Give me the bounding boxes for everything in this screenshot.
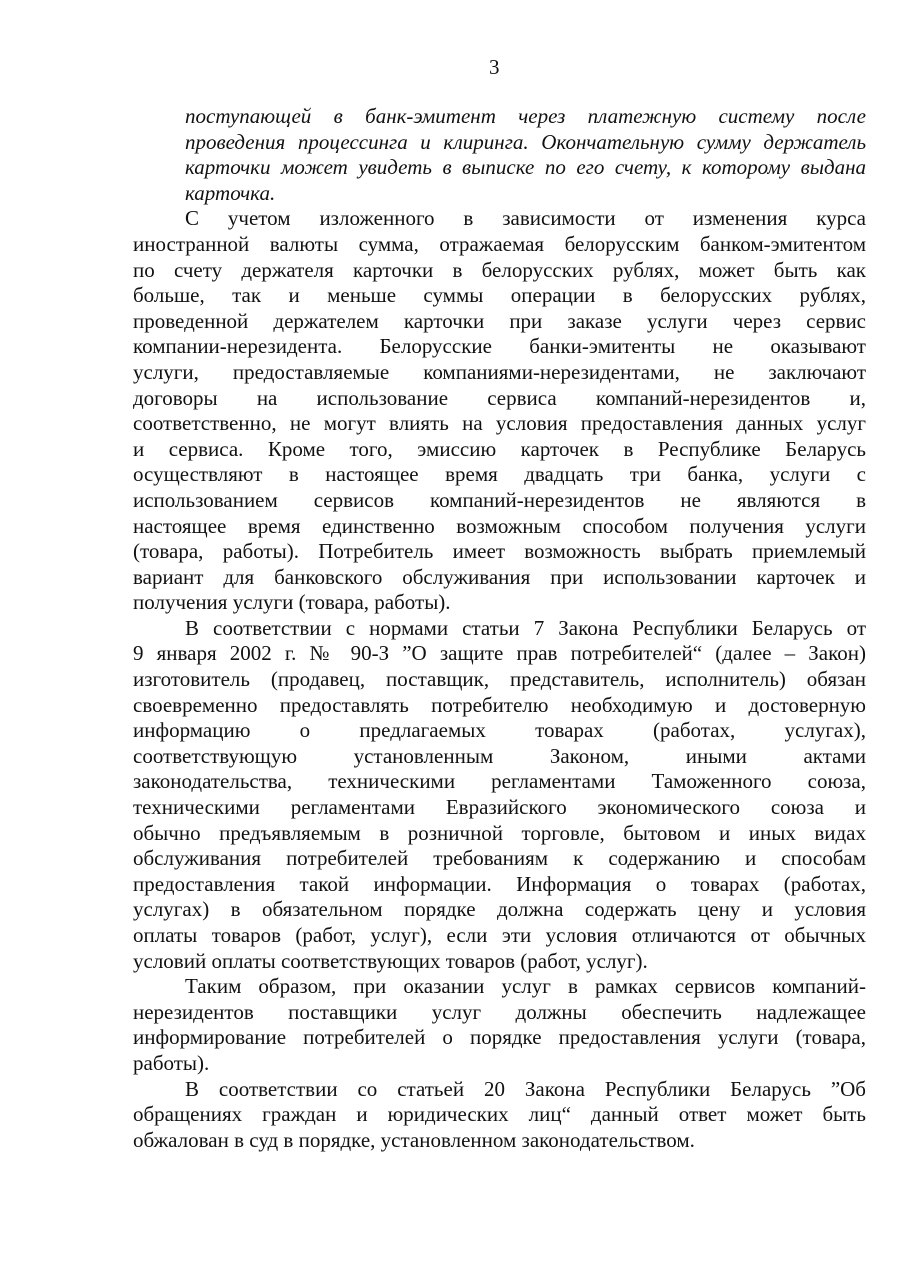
text-line: проведенной держателем карточки при заказе услуги через сервис (133, 308, 866, 333)
text-line: (товара, работы). Потребитель имеет возможность выбрать приемлемый (133, 539, 866, 564)
text-line: договоры на использование сервиса компаний-нерезидентов и, (133, 385, 866, 410)
text-line: карточки может увидеть в выписке по его счету, к которому выдана (185, 155, 866, 180)
paragraph (133, 104, 866, 206)
text-line: своевременно предоставлять потребителю необходимую и достоверную (133, 692, 866, 717)
text-line: работы). (133, 1050, 210, 1075)
text-line: настоящее время единственно возможным способом получения услуги (133, 513, 866, 538)
text-line: обращениях граждан и юридических лиц“ данный ответ может быть (133, 1102, 866, 1127)
text-line: нерезидентов поставщики услуг должны обеспечить надлежащее (133, 999, 866, 1024)
paragraph (133, 616, 866, 974)
text-line: информирование потребителей о порядке предоставления услуги (товара, (133, 1025, 866, 1050)
text-line: вариант для банковского обслуживания при использовании карточек и (133, 564, 866, 589)
text-line: поступающей в банк-эмитент через платежную систему после (185, 104, 866, 128)
text-line: карточка. (185, 180, 276, 205)
text-line: проведения процессинга и клиринга. Окончательную сумму держатель (185, 129, 866, 154)
text-line: законодательства, техническими регламентами Таможенного союза, (133, 769, 866, 794)
text-line: и сервиса. Кроме того, эмиссию карточек в Республике Беларусь (133, 436, 866, 461)
text-line: больше, так и меньше суммы операции в белорусских рублях, (133, 283, 866, 308)
text-line: изготовитель (продавец, поставщик, представитель, исполнитель) обязан (133, 667, 866, 692)
paragraph (133, 206, 866, 616)
text-line: обжалован в суд в порядке, установленном законодательством. (133, 1127, 695, 1152)
text-line: осуществляют в настоящее время двадцать три банка, услуги с (133, 462, 866, 487)
text-line: В соответствии с нормами статьи 7 Закона Республики Беларусь от (185, 615, 866, 640)
text-line: В соответствии со статьей 20 Закона Республики Беларусь ”Об (185, 1076, 866, 1101)
text-line: условий оплаты соответствующих товаров (работ, услуг). (133, 948, 648, 973)
text-line: обычно предъявляемым в розничной торговле, бытовом и иных видах (133, 820, 866, 845)
document-body (133, 104, 866, 1153)
text-line: информацию о предлагаемых товарах (работах, услугах), (133, 718, 866, 743)
text-line: соответственно, не могут влиять на условия предоставления данных услуг (133, 411, 866, 436)
paragraph (133, 1077, 866, 1154)
text-line: услуги, предоставляемые компаниями-нерезидентами, не заключают (133, 359, 866, 384)
text-line: соответствующую установленным Законом, иными актами (133, 743, 866, 768)
text-line: иностранной валюты сумма, отражаемая белорусским банком-эмитентом (133, 231, 866, 256)
text-line: С учетом изложенного в зависимости от изменения курса (185, 206, 866, 231)
text-line: предоставления такой информации. Информация о товарах (работах, (133, 871, 866, 896)
text-line: техническими регламентами Евразийского экономического союза и (133, 795, 866, 820)
text-line: оплаты товаров (работ, услуг), если эти условия отличаются от обычных (133, 923, 866, 947)
text-line: обслуживания потребителей требованиям к содержанию и способам (133, 846, 866, 871)
text-line: по счету держателя карточки в белорусских рублях, может быть как (133, 257, 866, 282)
paragraph (133, 974, 866, 1076)
text-line: компании-нерезидента. Белорусские банки-эмитенты не оказывают (133, 334, 866, 359)
text-line: Таким образом, при оказании услуг в рамках сервисов компаний- (185, 974, 866, 999)
text-line: 9 января 2002 г. № 90-З ”О защите прав потребителей“ (далее – Закон) (133, 641, 866, 666)
text-line: услугах) в обязательном порядке должна содержать цену и условия (133, 897, 866, 922)
text-line: получения услуги (товара, работы). (133, 590, 451, 615)
page-number: 3 (489, 55, 500, 79)
text-line: использованием сервисов компаний-нерезидентов не являются в (133, 487, 866, 512)
